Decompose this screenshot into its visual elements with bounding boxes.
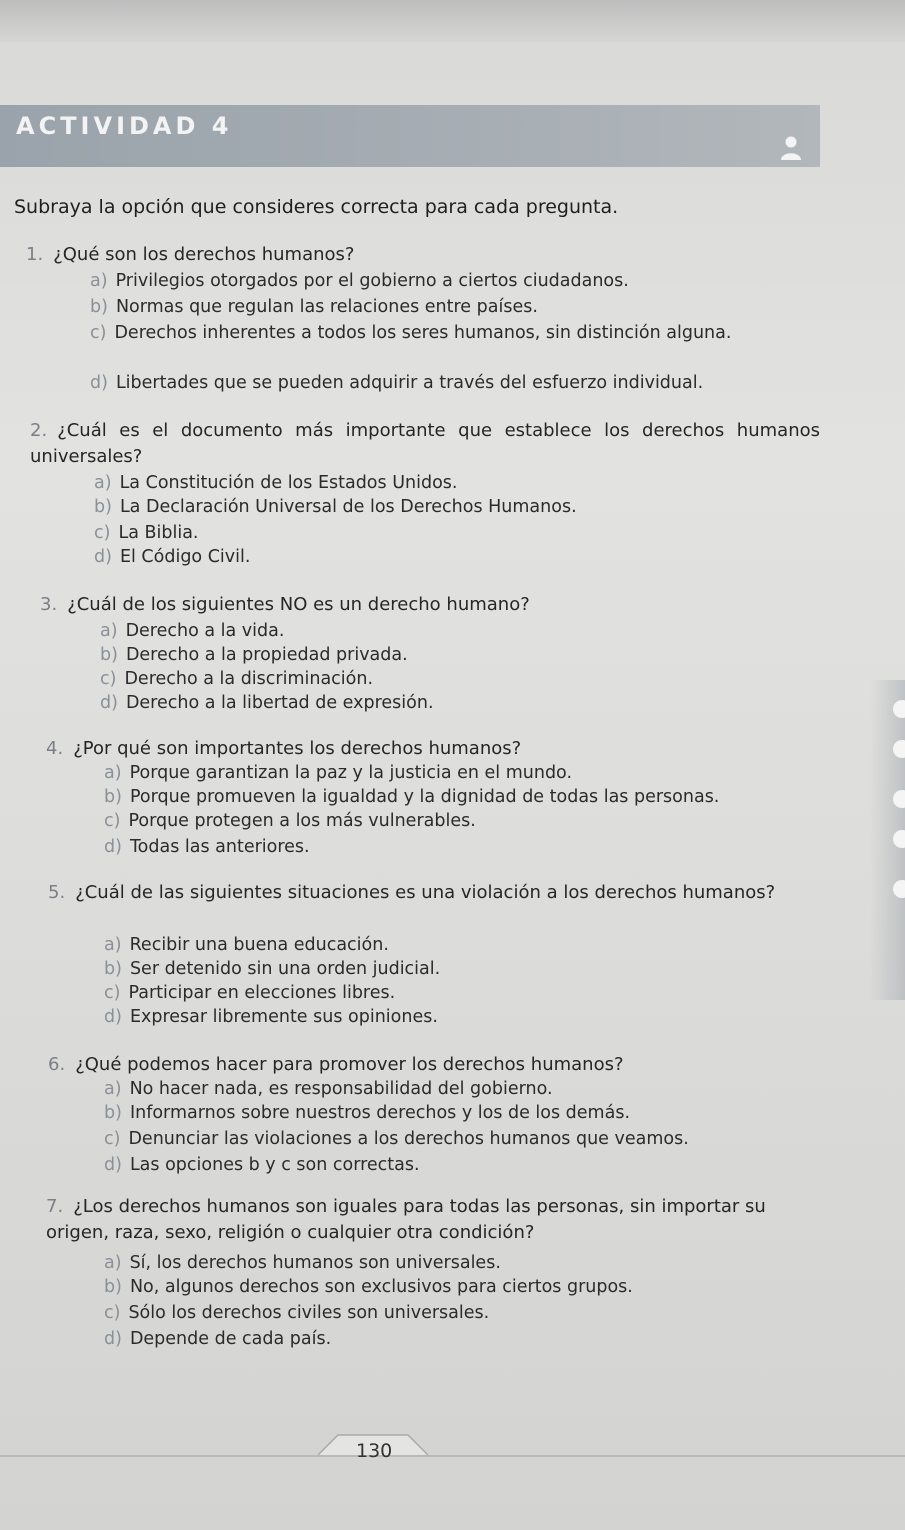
option-text: La Biblia. [118, 523, 199, 543]
option-4d[interactable] [104, 834, 824, 860]
option-letter: a) [94, 473, 112, 493]
question-6 [48, 1052, 808, 1078]
footer-line [0, 1455, 905, 1457]
option-6b[interactable] [104, 1100, 824, 1126]
option-letter: a) [90, 271, 108, 291]
option-3b[interactable] [100, 642, 800, 668]
question-number: 5. [48, 882, 66, 903]
option-text: Derecho a la propiedad privada. [125, 645, 408, 665]
option-6c[interactable] [104, 1126, 824, 1152]
option-letter: c) [104, 811, 121, 831]
option-1b[interactable] [90, 294, 810, 320]
option-4a[interactable] [104, 760, 824, 786]
option-text: Porque promueven la igualdad y la dignidad de todas las personas. [129, 787, 720, 807]
question-number: 4. [46, 738, 64, 759]
option-7b[interactable] [104, 1274, 824, 1300]
option-text: Sólo los derechos civiles son universales. [128, 1303, 490, 1323]
option-letter: a) [104, 763, 122, 783]
question-text: ¿Cuál de las siguientes situaciones es una violación a los derechos humanos? [75, 882, 776, 903]
question-text: ¿Los derechos humanos son iguales para todas las personas, sin importar su origen, raza, sexo, religión o cualquier otra condición? [46, 1196, 766, 1243]
option-text: Informarnos sobre nuestros derechos y los de los demás. [129, 1103, 631, 1123]
option-text: Recibir una buena educación. [129, 935, 389, 955]
question-7 [46, 1194, 826, 1246]
option-7c[interactable] [104, 1300, 824, 1326]
option-letter: d) [90, 373, 108, 393]
option-4b[interactable] [104, 784, 824, 810]
question-number: 1. [26, 244, 44, 265]
option-letter: c) [94, 523, 111, 543]
option-2a[interactable] [94, 470, 794, 496]
option-3a[interactable] [100, 618, 800, 644]
option-text: Denunciar las violaciones a los derechos humanos que veamos. [128, 1129, 689, 1149]
option-text: Porque protegen a los más vulnerables. [128, 811, 476, 831]
question-4 [46, 736, 806, 762]
question-number: 6. [48, 1054, 66, 1075]
question-number: 2. [30, 420, 48, 441]
instruction-text: Subraya la opción que consideres correcta para cada pregunta. [14, 196, 619, 218]
option-4c[interactable] [104, 808, 824, 834]
option-letter: c) [104, 1129, 121, 1149]
option-letter: a) [104, 1079, 122, 1099]
option-text: No hacer nada, es responsabilidad del gobierno. [129, 1079, 553, 1099]
question-number: 3. [40, 594, 58, 615]
option-letter: a) [104, 935, 122, 955]
question-text: ¿Por qué son importantes los derechos humanos? [73, 738, 522, 759]
option-7d[interactable] [104, 1326, 824, 1352]
option-5d[interactable] [104, 1004, 824, 1030]
option-text: Participar en elecciones libres. [128, 983, 396, 1003]
option-text: El Código Civil. [119, 547, 251, 567]
question-text: ¿Qué podemos hacer para promover los derechos humanos? [75, 1054, 624, 1075]
page-top-edge [0, 0, 905, 42]
option-text: Derechos inherentes a todos los seres humanos, sin distinción alguna. [114, 323, 732, 343]
option-letter: b) [90, 297, 108, 317]
option-text: Porque garantizan la paz y la justicia en el mundo. [129, 763, 573, 783]
option-text: Expresar libremente sus opiniones. [129, 1007, 438, 1027]
option-letter: d) [100, 693, 118, 713]
question-number: 7. [46, 1196, 64, 1217]
option-text: Depende de cada país. [129, 1329, 332, 1349]
option-letter: c) [104, 1303, 121, 1323]
option-letter: a) [104, 1253, 122, 1273]
activity-title: ACTIVIDAD 4 [16, 112, 233, 140]
option-text: Derecho a la discriminación. [124, 669, 374, 689]
option-1a[interactable] [90, 268, 810, 294]
option-6a[interactable] [104, 1076, 824, 1102]
option-text: Normas que regulan las relaciones entre países. [115, 297, 538, 317]
option-letter: b) [104, 1277, 122, 1297]
decorative-dot [893, 740, 905, 758]
option-3c[interactable] [100, 666, 800, 692]
option-text: No, algunos derechos son exclusivos para ciertos grupos. [129, 1277, 633, 1297]
page-number: 130 [356, 1440, 393, 1462]
option-7a[interactable] [104, 1250, 824, 1276]
option-text: Sí, los derechos humanos son universales. [129, 1253, 501, 1273]
option-text: Privilegios otorgados por el gobierno a ciertos ciudadanos. [115, 271, 629, 291]
option-5b[interactable] [104, 956, 824, 982]
option-1d[interactable] [90, 370, 820, 396]
option-text: Derecho a la libertad de expresión. [125, 693, 434, 713]
option-text: Todas las anteriores. [129, 837, 310, 857]
decorative-dot [893, 880, 905, 898]
decorative-dot [893, 790, 905, 808]
question-1 [26, 242, 806, 268]
option-letter: a) [100, 621, 118, 641]
question-text: ¿Cuál de los siguientes NO es un derecho humano? [67, 594, 530, 615]
option-3d[interactable] [100, 690, 800, 716]
option-1c[interactable] [90, 320, 818, 346]
option-2d[interactable] [94, 544, 794, 570]
option-letter: c) [100, 669, 117, 689]
option-letter: d) [104, 837, 122, 857]
option-6d[interactable] [104, 1152, 824, 1178]
option-letter: c) [104, 983, 121, 1003]
option-letter: d) [94, 547, 112, 567]
question-3 [40, 592, 800, 618]
option-text: La Declaración Universal de los Derechos Humanos. [119, 497, 577, 517]
option-letter: d) [104, 1155, 122, 1175]
question-text: ¿Cuál es el documento más importante que establece los derechos humanos universales? [30, 420, 820, 467]
question-5 [48, 880, 820, 906]
option-letter: c) [90, 323, 107, 343]
option-5c[interactable] [104, 980, 824, 1006]
option-letter: b) [104, 959, 122, 979]
option-letter: b) [104, 1103, 122, 1123]
option-letter: b) [104, 787, 122, 807]
option-text: La Constitución de los Estados Unidos. [119, 473, 458, 493]
individual-work-icon [780, 136, 802, 160]
option-2c[interactable] [94, 520, 794, 546]
option-letter: b) [100, 645, 118, 665]
option-5a[interactable] [104, 932, 824, 958]
option-text: Las opciones b y c son correctas. [129, 1155, 420, 1175]
option-2b[interactable] [94, 494, 794, 520]
option-letter: d) [104, 1329, 122, 1349]
question-2 [30, 418, 820, 470]
option-text: Ser detenido sin una orden judicial. [129, 959, 441, 979]
option-letter: b) [94, 497, 112, 517]
option-text: Libertades que se pueden adquirir a través del esfuerzo individual. [115, 373, 704, 393]
option-text: Derecho a la vida. [125, 621, 285, 641]
decorative-dot [893, 830, 905, 848]
question-text: ¿Qué son los derechos humanos? [53, 244, 355, 265]
option-letter: d) [104, 1007, 122, 1027]
decorative-dot [893, 700, 905, 718]
